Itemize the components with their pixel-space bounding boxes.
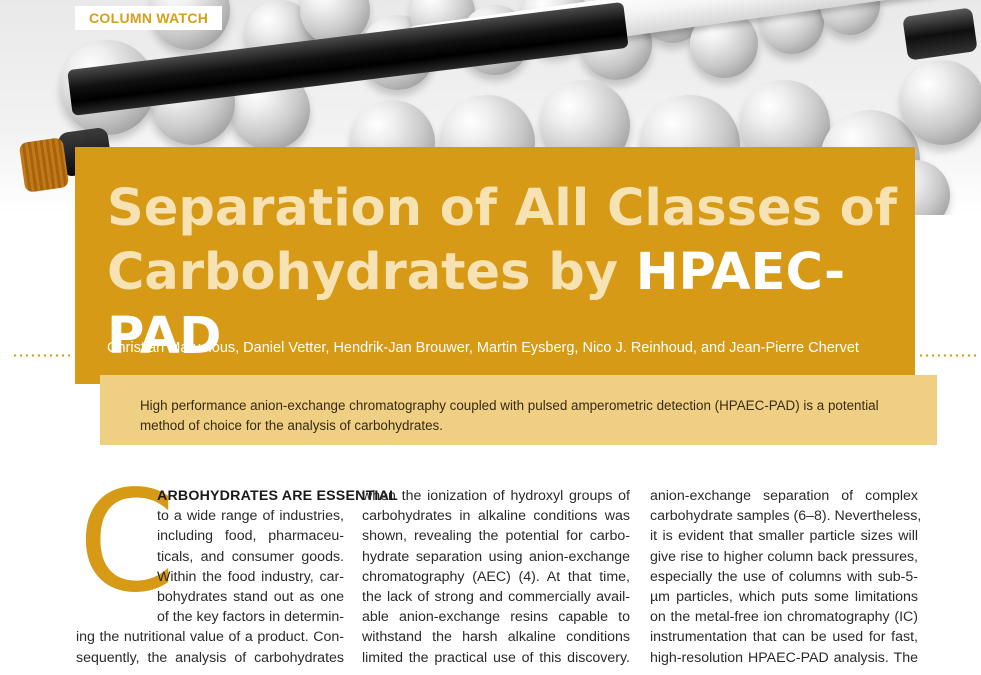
body-line: bohydrates stand out as one (157, 589, 344, 606)
body-line: ticals, and consumer goods. (157, 548, 344, 565)
body-line: to a wide range of industries, (157, 508, 344, 525)
body-line: instrumentation that can be used for fast, (650, 629, 918, 646)
column-nut (19, 137, 70, 193)
body-line: ARBOHYDRATES ARE ESSENTIAL (157, 488, 398, 504)
body-line: carbohydrate samples (6–8). Nevertheless, (650, 508, 922, 525)
body-line: withstand the harsh alkaline conditions (362, 629, 630, 646)
body-line: anion-exchange separation of complex (650, 488, 918, 504)
body-line: it is evident that smaller particle sizes will (650, 528, 918, 545)
dotted-rule-right (918, 354, 976, 357)
body-line: of the key factors in determin- (157, 609, 344, 626)
column-end-cap (902, 7, 977, 60)
body-line: µm particles, which puts some limitations (650, 589, 918, 606)
author-list: Christian Marvelous, Daniel Vetter, Hendrik-Jan Brouwer, Martin Eysberg, Nico J. Reinhoud, and Jean-Pierre Chervet (107, 340, 859, 356)
body-column-2 (362, 486, 630, 668)
body-line: able anion-exchange resins capable to (362, 609, 630, 626)
body-line: sequently, the analysis of carbohydrates (76, 649, 344, 666)
body-line: on the metal-free ion chromatography (IC) (650, 609, 918, 626)
body-line: shown, revealing the potential for carbo- (362, 528, 630, 545)
abstract-box (100, 375, 937, 445)
title-panel (75, 147, 915, 384)
abstract-text: High performance anion-exchange chromatography coupled with pulsed amperometric detection (HPAEC-PAD) is a potential method of choice for the analysis of carbohydrates. (140, 398, 879, 433)
body-line: hydrate separation using anion-exchange (362, 548, 630, 565)
body-line: chromatography (AEC) (4). At that time, (362, 568, 630, 585)
body-line: give rise to higher column back pressures, (650, 548, 918, 565)
title-highlight: HPAEC-PAD (107, 243, 846, 366)
section-tag: COLUMN WATCH (75, 6, 222, 30)
dotted-rule-left (12, 354, 72, 357)
body-line: ing the nutritional value of a product. Con- (76, 629, 344, 646)
body-line: Within the food industry, car- (157, 568, 344, 585)
drop-cap: C (78, 461, 176, 624)
title-line-2: Carbohydrates by (107, 243, 636, 302)
body-line: especially the use of columns with sub-5- (650, 568, 918, 585)
body-column-3 (650, 486, 922, 668)
body-line: the lack of strong and commercially avail- (362, 589, 630, 606)
body-line: when the ionization of hydroxyl groups of (362, 488, 630, 504)
body-line: high-resolution HPAEC-PAD analysis. The (650, 649, 918, 666)
body-line: limited the practical use of this discovery. (362, 649, 630, 666)
bead (900, 60, 981, 145)
title-line-1: Separation of All Classes of (107, 179, 897, 238)
body-column-1 (76, 486, 398, 668)
body-line: carbohydrates in alkaline conditions was (362, 508, 630, 525)
body-line: including food, pharmaceu- (157, 528, 344, 545)
